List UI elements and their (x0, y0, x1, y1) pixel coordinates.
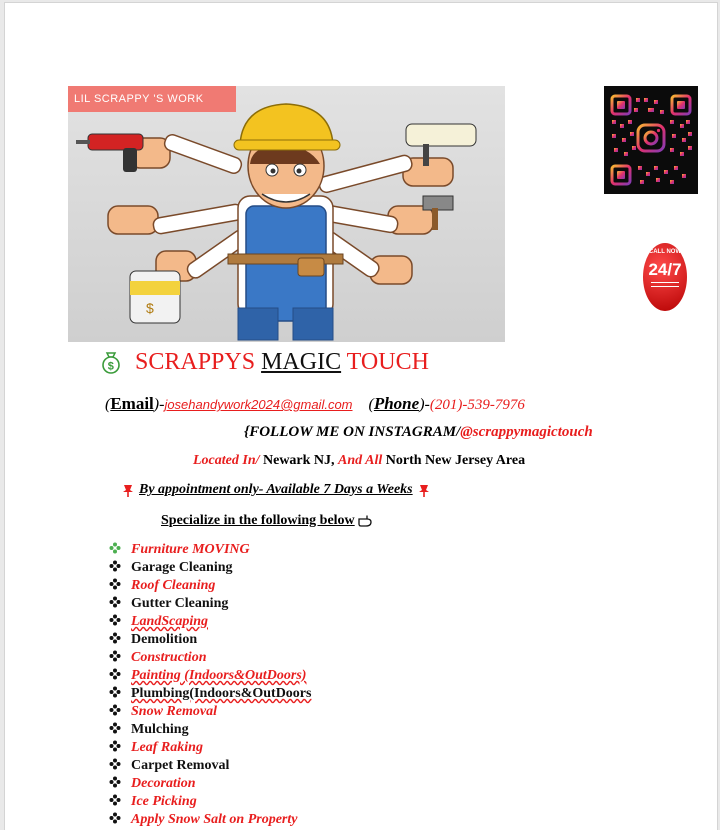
diamond-bullet-icon (109, 578, 131, 595)
location-and: And All (338, 453, 383, 468)
location-label: Located In/ (193, 453, 260, 468)
diamond-bullet-icon (109, 542, 131, 559)
service-label: Roof Cleaning (131, 578, 216, 593)
service-item (109, 541, 311, 559)
handyman-cartoon (68, 86, 505, 342)
service-label: Snow Removal (131, 704, 217, 719)
service-label: Gutter Cleaning (131, 596, 229, 611)
money-bag-icon (99, 350, 123, 374)
title-part-2: MAGIC (261, 349, 342, 375)
specialize-text: Specialize in the following below (161, 513, 355, 528)
location-city: Newark NJ, (263, 453, 335, 468)
title-row (99, 347, 429, 377)
badge-top-text: CALL NOW (648, 249, 682, 255)
service-item (109, 649, 311, 667)
service-item (109, 721, 311, 739)
badge-divider (651, 282, 679, 283)
diamond-bullet-icon (109, 614, 131, 631)
diamond-bullet-icon (109, 704, 131, 721)
phone-number: (201)-539-7976 (429, 397, 525, 413)
badge-main-text: 24/7 (648, 260, 682, 279)
service-label: Apply Snow Salt on Property (131, 812, 298, 827)
email-label: Email (110, 394, 154, 413)
service-item (109, 757, 311, 775)
pushpin-icon (417, 483, 431, 497)
qr-pattern (604, 86, 698, 194)
service-item (109, 559, 311, 577)
instagram-icon (638, 125, 664, 151)
service-item (109, 613, 311, 631)
instagram-qr-code[interactable] (604, 86, 698, 194)
service-label: Ice Picking (131, 794, 197, 809)
service-item (109, 793, 311, 811)
diamond-bullet-icon (109, 596, 131, 613)
service-label: Carpet Removal (131, 758, 230, 773)
location-line (193, 453, 525, 469)
badge-divider (651, 286, 679, 287)
appointment-line (117, 482, 435, 498)
service-label: Construction (131, 650, 207, 665)
service-label: Painting (Indoors&OutDoors) (131, 668, 307, 683)
diamond-bullet-icon (109, 650, 131, 667)
handyman-illustration (68, 86, 505, 342)
call-now-badge (643, 243, 687, 311)
instagram-text: {FOLLOW ME ON INSTAGRAM/ (244, 424, 461, 440)
diamond-bullet-icon (109, 740, 131, 757)
specialize-heading (161, 513, 375, 529)
services-list (109, 541, 311, 829)
instagram-handle[interactable]: @scrappymagictouch (460, 424, 593, 440)
service-item (109, 739, 311, 757)
service-item (109, 577, 311, 595)
diamond-bullet-icon (109, 722, 131, 739)
diamond-bullet-icon (109, 632, 131, 649)
service-item (109, 595, 311, 613)
service-label: Garage Cleaning (131, 560, 233, 575)
service-item (109, 685, 311, 703)
svg-text:$: $ (146, 300, 154, 316)
service-label: Furniture MOVING (131, 542, 250, 557)
location-area: North New Jersey Area (385, 453, 526, 468)
document-page (4, 2, 718, 830)
service-item (109, 667, 311, 685)
service-label: Mulching (131, 722, 189, 737)
service-label: Demolition (131, 632, 198, 647)
page-title (135, 348, 429, 376)
service-item (109, 631, 311, 649)
service-label: LandScaping (131, 614, 209, 629)
service-label: Plumbing(Indoors&OutDoors (131, 686, 312, 701)
appointment-text: By appointment only- Available 7 Days a Weeks (139, 482, 413, 497)
email-link[interactable]: josehandywork2024@gmail.com (164, 397, 353, 412)
diamond-bullet-icon (109, 758, 131, 775)
service-item (109, 775, 311, 793)
instagram-line (244, 424, 593, 441)
hero-tag: LIL SCRAPPY 'S WORK (68, 86, 236, 112)
pointing-hand-icon (357, 514, 375, 528)
diamond-bullet-icon (109, 776, 131, 793)
diamond-bullet-icon (109, 668, 131, 685)
service-item (109, 703, 311, 721)
svg-text:$: $ (107, 360, 114, 373)
contact-line: (Email)-josehandywork2024@gmail.com (Phone)-(201)-539-7976 (105, 394, 525, 413)
diamond-bullet-icon (109, 686, 131, 703)
diamond-bullet-icon (109, 794, 131, 811)
diamond-bullet-icon (109, 560, 131, 577)
title-part-3: TOUCH (346, 349, 429, 375)
service-label: Decoration (131, 776, 196, 791)
pushpin-icon (121, 483, 135, 497)
phone-label: Phone (373, 394, 420, 413)
service-label: Leaf Raking (131, 740, 203, 755)
service-item (109, 811, 311, 829)
title-part-1: SCRAPPYS (135, 349, 256, 375)
diamond-bullet-icon (109, 812, 131, 829)
